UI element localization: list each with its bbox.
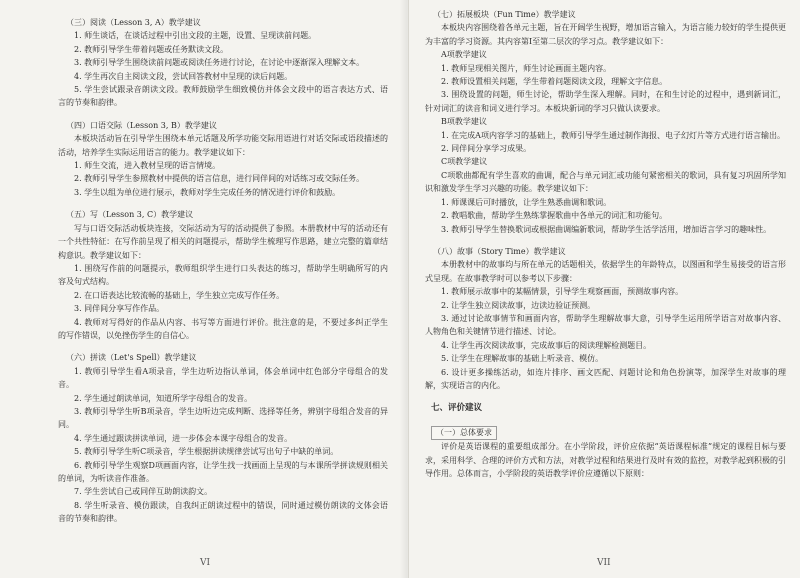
section-heading: （五）写（Lesson 3, C）教学建议 bbox=[66, 210, 194, 220]
list-item: 1. 围绕写作前的问题提示，教师组织学生进行口头表达的练习，帮助学生明确所写的内容及句式结构。 bbox=[58, 263, 388, 287]
list-item: 5. 学生尝试跟录音朗读文段。教师鼓励学生细致模仿并体会文段中的语言表达方式、语言的节奏和韵律。 bbox=[58, 85, 388, 108]
section-heading: （六）拼读（Let's Spell）教学建议 bbox=[66, 353, 197, 363]
list-item: 5. 让学生在理解故事的基础上听录音、模仿。 bbox=[441, 354, 604, 364]
list-item: 2. 在口语表达比较流畅的基础上，学生独立完成写作任务。 bbox=[74, 290, 285, 300]
list-item: 3. 教师引导学生替换歌词或根据曲调编新歌词，帮助学生活学活用，增加语言学习的趣味性。 bbox=[441, 224, 772, 234]
list-item: 5. 教师引导学生听C项录音，学生根据拼读规律尝试写出句子中缺的单词。 bbox=[74, 447, 339, 457]
spacer bbox=[58, 342, 388, 351]
paragraph: 本册教材中的故事均与所在单元的话题相关，依据学生的年龄特点，以图画和学生易接受的语言形式呈现。在故事教学时可以参考以下步骤： bbox=[425, 260, 786, 283]
list-item: 4. 教师对写得好的作品从内容、书写等方面进行评价。批注意的是，不要过多纠正学生的写作错误，以免挫伤学生的自信心。 bbox=[58, 317, 388, 340]
left-page-content bbox=[58, 16, 388, 526]
list-item: 4. 学生通过跟读拼读单词，进一步体会本课字母组合的发音。 bbox=[74, 433, 293, 443]
list-item: 7. 学生尝试自己或同伴互助朗读韵文。 bbox=[74, 487, 213, 497]
list-item: 3. 学生以组为单位进行展示，教师对学生完成任务的情况进行评价和鼓励。 bbox=[74, 187, 341, 197]
list-item: 6. 教师引导学生观察D项画面内容，让学生找一找画面上呈现的与本课所学拼读规则相关的单词，为听读音作准备。 bbox=[58, 460, 388, 483]
section-heading: （四）口语交际（Lesson 3, B）教学建议 bbox=[66, 120, 217, 130]
list-item: 3. 教师引导学生听B项录音，学生边听边完成判断、选择等任务，辨别字母组合发音的异同。 bbox=[58, 406, 388, 430]
paragraph: 写与口语交际活动板块连接，交际活动为写的活动提供了参照。本册教材中写的活动还有一个共性特征：在写作前呈现了相关的问题提示，帮助学生梳理写作思路，建立完整的篇章结构意识。教学建议如下： bbox=[58, 223, 388, 260]
paragraph: 评价是英语课程的重要组成部分。在小学阶段，评价应依据“英语课程标准”规定的课程目标与要求，采用科学、合理的评价方式和方法，对教学过程和结果进行及时有效的监控，对教学起到积极的引导作用。总体而言，小学阶段的英语教学评价应遵循以下原则： bbox=[425, 442, 786, 479]
list-item: 2. 教师引导学生参照教材中提供的语言信息，进行同伴间的对话练习或交际任务。 bbox=[74, 174, 365, 184]
page-number-left: VI bbox=[200, 558, 211, 568]
section-heading: （八）故事（Story Time）教学建议 bbox=[433, 246, 566, 256]
right-page-content bbox=[425, 8, 786, 481]
paragraph: 本板块活动旨在引导学生围绕本单元话题及所学功能交际用语进行对话交际或语段描述的活动，培养学生实际运用语言的能力。教学建议如下： bbox=[58, 134, 388, 157]
list-item: 2. 教师设置相关问题，学生带着问题阅读文段，理解文字信息。 bbox=[441, 77, 668, 87]
list-item: 2. 同伴间分享学习成果。 bbox=[441, 144, 532, 154]
sub-heading: C项教学建议 bbox=[441, 157, 488, 167]
list-item: 2. 教师引导学生带着问题或任务默读文段。 bbox=[74, 44, 229, 54]
list-item: 3. 教师引导学生围绕读前问题或阅读任务进行讨论，在讨论中逐渐深入理解文本。 bbox=[74, 58, 365, 68]
section-heading: （三）阅读（Lesson 3, A）教学建议 bbox=[66, 18, 201, 27]
spacer bbox=[425, 236, 786, 245]
list-item: 4. 让学生再次阅读故事，完成故事后的阅读理解检测题目。 bbox=[441, 340, 652, 350]
chapter-heading: 七、评价建议 bbox=[431, 403, 483, 414]
list-item: 8. 学生听录音、模仿跟读，自我纠正朗读过程中的错误，同时通过模仿朗读的文体会语音的节奏和韵律。 bbox=[58, 500, 388, 524]
list-item: 3. 围绕设置的问题，师生讨论，帮助学生深入理解。同时，在和生讨论的过程中，遇到新词汇，针对词汇的读音和词义进行学习。本板块新词的学习只做认读要求。 bbox=[425, 90, 786, 113]
list-item: 1. 师生交流，进入教材呈现的语言情境。 bbox=[74, 161, 221, 171]
list-item: 1. 教师呈现相关图片，师生讨论画面主题内容。 bbox=[441, 63, 612, 73]
list-item: 1. 师生谈话，在谈话过程中引出文段的主题，设置、呈现读前问题。 bbox=[74, 31, 317, 41]
list-item: 4. 学生再次自主阅读文段，尝试回答教材中呈现的读后问题。 bbox=[74, 71, 293, 81]
list-item: 3. 通过讨论故事情节和画面内容，帮助学生理解故事大意，引导学生运用所学语言对故事内容、人物角色和关键情节进行描述、讨论。 bbox=[425, 313, 786, 337]
right-page bbox=[408, 0, 800, 578]
boxed-subheading: （一）总体要求 bbox=[431, 426, 497, 440]
list-item: 2. 让学生独立阅读故事，边读边验证预测。 bbox=[441, 300, 596, 310]
list-item: 1. 教师展示故事中的某幅情景，引导学生观察画面，预测故事内容。 bbox=[441, 287, 684, 297]
spacer bbox=[425, 392, 786, 401]
list-item: 2. 学生通过朗读单词，知道所学字母组合的发音。 bbox=[74, 393, 253, 403]
sub-heading: B项教学建议 bbox=[441, 117, 487, 127]
list-item: 1. 教师引导学生看A项录音，学生边听边指认单词，体会单词中红色部分字母组合的发音。 bbox=[58, 366, 388, 390]
list-item: 1. 在完成A项内容学习的基础上，教师引导学生通过制作海报、电子幻灯片等方式进行语言输出。 bbox=[441, 130, 785, 140]
spacer bbox=[58, 110, 388, 119]
spacer bbox=[425, 415, 786, 420]
list-item: 3. 同伴间分享写作作品。 bbox=[74, 304, 165, 314]
list-item: 1. 师课课后可时播放，让学生熟悉曲调和歌词。 bbox=[441, 197, 612, 207]
sub-heading: A项教学建议 bbox=[441, 50, 487, 60]
paragraph: C项歌曲都配有学生喜欢的曲调，配合与单元词汇或功能句紧密相关的歌词，具有复习巩固所学知识和激发学生学习兴趣的功能。教学建议如下： bbox=[425, 170, 786, 194]
spacer bbox=[58, 199, 388, 208]
list-item: 2. 教唱歌曲，帮助学生熟练掌握歌曲中各单元的词汇和功能句。 bbox=[441, 211, 668, 221]
page-number-right: VII bbox=[597, 558, 611, 568]
section-heading: （七）拓展板块（Fun Time）教学建议 bbox=[433, 10, 576, 19]
list-item: 6. 设计更多操练活动，如连片排序、画文匹配、问题讨论和角色扮演等，加深学生对故事的理解，实现语言的内化。 bbox=[425, 367, 786, 390]
paragraph: 本板块内容围绕着各单元主题，旨在开阔学生视野，增加语言输入，为语言能力较好的学生提供更为丰富的学习资源。其内容第Ⅰ至第二层次的学习点。教学建议如下： bbox=[425, 23, 786, 46]
